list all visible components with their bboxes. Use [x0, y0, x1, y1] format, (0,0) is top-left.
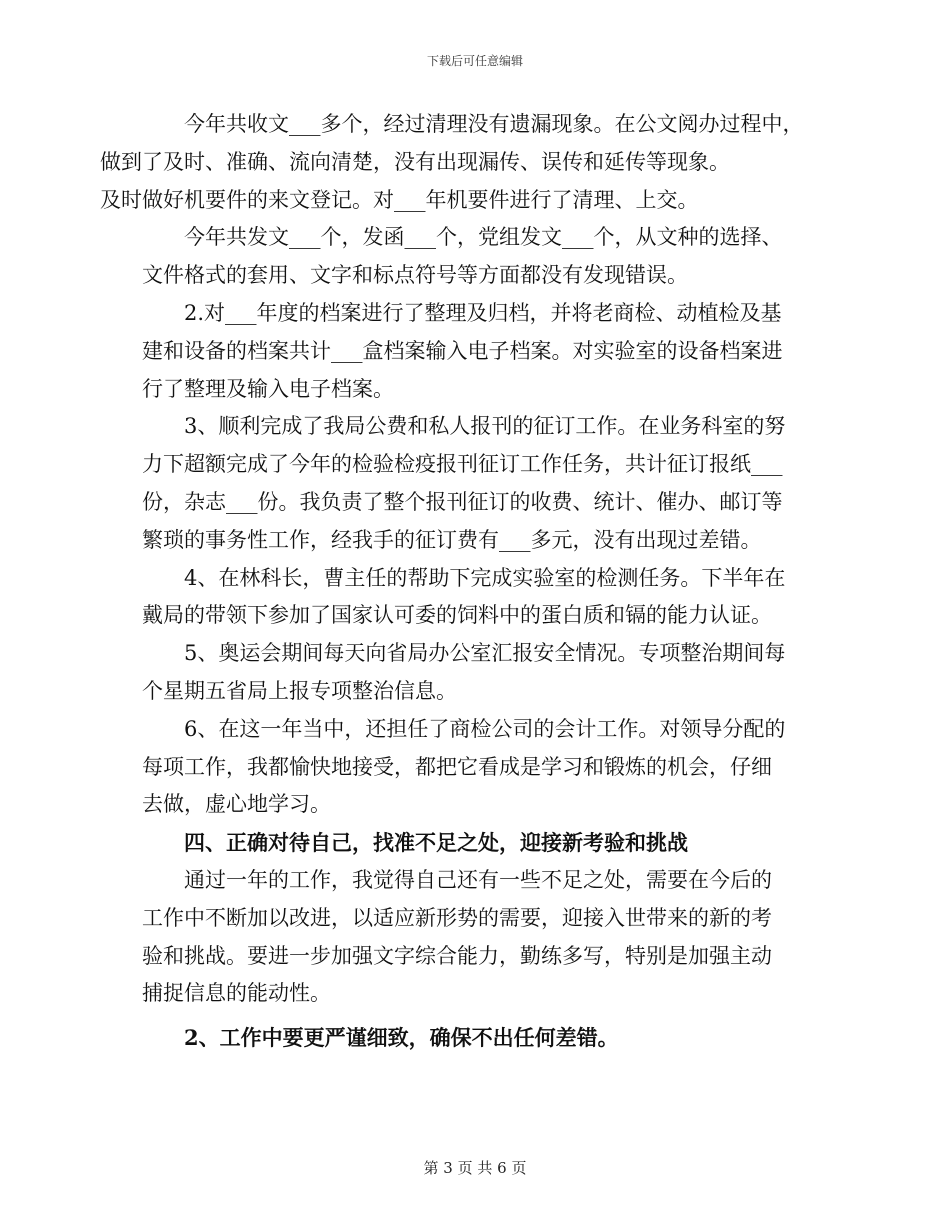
text-line: 每项工作，我都愉快地接受，都把它看成是学习和锻炼的机会，仔细: [142, 754, 772, 779]
text-line: 建和设备的档案共计___盒档案输入电子档案。对实验室的设备档案进: [142, 338, 783, 363]
text-line: 去做，虚心地学习。: [142, 792, 331, 817]
paragraph-7: [142, 711, 822, 824]
text-line: 验和挑战。要进一步加强文字综合能力，勤练多写，特别是加强主动: [142, 943, 772, 968]
text-line: 文件格式的套用、文字和标点符号等方面都没有发现错误。: [142, 263, 688, 288]
text-line: 2.对___年度的档案进行了整理及归档，并将老商检、动植检及基: [184, 300, 782, 325]
text-line: 今年共收文___多个，经过清理没有遗漏现象。在公文阅办过程中，: [184, 112, 804, 136]
paragraph-3: [142, 295, 822, 408]
text-line: 戴局的带领下参加了国家认可委的饲料中的蛋白质和镉的能力认证。: [142, 603, 772, 628]
sub-heading-2: [142, 1019, 822, 1057]
text-line: 力下超额完成了今年的检验检疫报刊征订工作任务，共计征订报纸___: [142, 452, 783, 477]
heading-line: 2、工作中要更严谨细致，确保不出任何差错。: [184, 1025, 619, 1051]
document-body: [100, 106, 822, 1057]
paragraph-2: [142, 219, 822, 295]
paragraph-1: [100, 106, 822, 219]
text-line: 及时做好机要件的来文登记。对___年机要件进行了清理、上交。: [100, 187, 699, 212]
text-line: 份，杂志___份。我负责了整个报刊征订的收费、统计、催办、邮订等: [142, 489, 783, 514]
paragraph-8: [142, 862, 822, 1013]
text-line: 行了整理及输入电子档案。: [142, 376, 394, 401]
paragraph-4: [142, 408, 822, 559]
text-line: 通过一年的工作，我觉得自己还有一些不足之处，需要在今后的: [184, 867, 772, 892]
text-line: 繁琐的事务性工作，经我手的征订费有___多元，没有出现过差错。: [142, 527, 762, 552]
text-line: 工作中不断加以改进，以适应新形势的需要，迎接入世带来的新的考: [142, 905, 772, 930]
text-line: 做到了及时、准确、流向清楚，没有出现漏传、误传和延传等现象。: [100, 149, 730, 174]
text-line: 个星期五省局上报专项整治信息。: [142, 678, 457, 703]
paragraph-5: [142, 560, 822, 636]
text-line: 6、在这一年当中，还担任了商检公司的会计工作。对领导分配的: [184, 716, 786, 741]
paragraph-6: [142, 635, 822, 711]
text-line: 3、顺利完成了我局公费和私人报刊的征订工作。在业务科室的努: [184, 414, 786, 439]
text-line: 4、在林科长，曹主任的帮助下完成实验室的检测任务。下半年在: [184, 565, 786, 590]
text-line: 捕捉信息的能动性。: [142, 981, 331, 1006]
text-line: 5、奥运会期间每天向省局办公室汇报安全情况。专项整治期间每: [184, 641, 786, 666]
heading-line: 四、正确对待自己，找准不足之处，迎接新考验和挑战: [184, 830, 688, 856]
page-header: 下载后可任意编辑: [426, 54, 523, 68]
page-footer: 第 3 页 共 6 页: [423, 1159, 527, 1177]
text-line: 今年共发文___个，发函___个，党组发文___个，从文种的选择、: [184, 225, 783, 250]
section-heading-4: [142, 824, 822, 862]
